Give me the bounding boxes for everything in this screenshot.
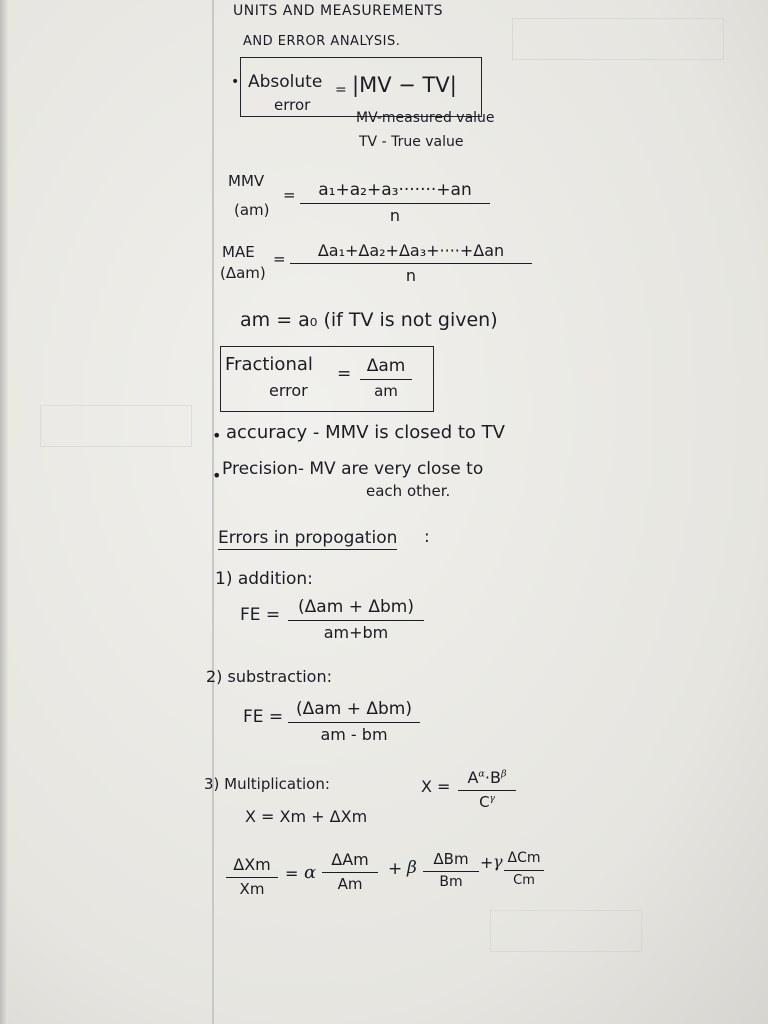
- addition-label: 1) addition:: [215, 569, 313, 589]
- mmv-fraction: [300, 180, 490, 226]
- equals-sign: =: [273, 250, 286, 268]
- absolute-label-1: Absolute: [248, 72, 323, 92]
- multiplication-label: 3) Multiplication:: [204, 775, 330, 793]
- absolute-error-formula: |MV − TV|: [352, 73, 457, 97]
- equals-sign: =: [337, 364, 352, 384]
- precision-bullet-line-1: Precision- MV are very close to: [222, 459, 484, 479]
- fraction-bar: [288, 722, 420, 723]
- mae-numerator: Δa₁+Δa₂+Δa₃+····+Δan: [317, 241, 505, 260]
- heading-colon: :: [424, 527, 430, 547]
- subtraction-fraction: [288, 699, 420, 745]
- term-c-fraction: [504, 850, 544, 889]
- term-b-denominator: Bm: [439, 873, 463, 890]
- term-a-numerator: ΔAm: [331, 850, 369, 869]
- relative-lhs-numerator: ΔXm: [233, 855, 271, 874]
- fractional-numerator: Δam: [366, 356, 406, 376]
- mae-denominator: n: [405, 266, 417, 285]
- fractional-label-2: error: [269, 381, 308, 400]
- mmv-numerator: a₁+a₂+a₃·······+an: [318, 180, 472, 200]
- term-b-fraction: [423, 850, 479, 891]
- subtraction-numerator: (Δam + Δbm): [296, 699, 412, 719]
- exponent-alpha: α: [478, 768, 485, 780]
- fraction-bar: [360, 379, 412, 380]
- addition-numerator: (Δam + Δbm): [298, 597, 414, 617]
- subtraction-denominator: am - bm: [320, 725, 388, 745]
- mmv-symbol: (am): [234, 201, 270, 219]
- bullet-dot: •: [231, 74, 240, 90]
- relative-lhs-fraction: [226, 855, 278, 899]
- bleed-through-box: [490, 910, 642, 952]
- bleed-through-box: [40, 405, 192, 447]
- fraction-bar: [300, 203, 490, 204]
- base-a: A: [467, 768, 479, 787]
- fraction-bar: [288, 620, 424, 621]
- mae-fraction: [290, 241, 532, 286]
- fractional-fraction: [360, 356, 412, 401]
- mae-label: MAE: [222, 243, 255, 261]
- gamma-coefficient: γ: [493, 852, 503, 871]
- bullet-dot: •: [212, 426, 222, 445]
- fraction-bar: [322, 872, 378, 873]
- term-c-denominator: Cm: [513, 872, 535, 888]
- fraction-bar: [290, 263, 532, 264]
- title-line-1: UNITS AND MEASUREMENTS: [233, 3, 444, 19]
- equals-sign: =: [285, 864, 299, 883]
- beta-coefficient: β: [407, 858, 417, 878]
- term-a-fraction: [322, 850, 378, 894]
- fraction-bar: [458, 790, 516, 791]
- addition-denominator: am+bm: [323, 623, 389, 643]
- base-b: B: [490, 768, 501, 787]
- dot-operator: ·: [484, 768, 490, 787]
- mmv-denominator: n: [389, 206, 401, 226]
- bullet-dot: •: [212, 466, 222, 485]
- base-c: C: [479, 793, 490, 811]
- am-note: am = a₀ (if TV is not given): [240, 309, 498, 331]
- alpha-coefficient: α: [304, 862, 317, 883]
- tv-note: TV - True value: [359, 134, 464, 150]
- page-edge-shadow: [0, 0, 8, 1024]
- exponent-gamma: γ: [489, 794, 495, 804]
- plus-sign: +: [480, 853, 494, 872]
- margin-line: [212, 0, 214, 1024]
- addition-fraction: [288, 597, 424, 643]
- term-a-denominator: Am: [337, 875, 363, 893]
- precision-bullet-line-2: each other.: [366, 482, 451, 500]
- subtraction-lhs: FE =: [243, 707, 284, 727]
- absolute-label-2: error: [274, 96, 311, 114]
- fraction-bar: [423, 871, 479, 872]
- fraction-bar: [504, 870, 544, 871]
- fraction-bar: [226, 877, 278, 878]
- bleed-through-box: [512, 18, 724, 60]
- mv-note: MV-measured value: [356, 110, 495, 126]
- relative-lhs-denominator: Xm: [239, 880, 265, 898]
- fractional-label-1: Fractional: [225, 354, 313, 375]
- title-line-2: AND ERROR ANALYSIS.: [243, 34, 401, 49]
- xm-line: X = Xm + ΔXm: [245, 807, 368, 826]
- equals-sign: =: [283, 186, 296, 204]
- term-b-numerator: ΔBm: [433, 850, 469, 868]
- x-denominator: [479, 793, 495, 812]
- x-numerator: [467, 768, 506, 788]
- term-c-numerator: ΔCm: [507, 850, 541, 866]
- mmv-label: MMV: [228, 172, 265, 190]
- x-lhs: X =: [421, 777, 451, 796]
- accuracy-bullet: accuracy - MMV is closed to TV: [226, 422, 505, 443]
- fractional-denominator: am: [374, 382, 398, 401]
- equals-sign: =: [335, 82, 347, 98]
- propagation-heading: Errors in propogation: [218, 528, 398, 548]
- plus-sign: +: [388, 859, 403, 879]
- exponent-beta: β: [500, 768, 507, 780]
- mae-symbol: (Δam): [220, 264, 266, 282]
- subtraction-label: 2) substraction:: [206, 667, 332, 686]
- x-power-fraction: [458, 768, 516, 812]
- addition-lhs: FE =: [240, 605, 281, 625]
